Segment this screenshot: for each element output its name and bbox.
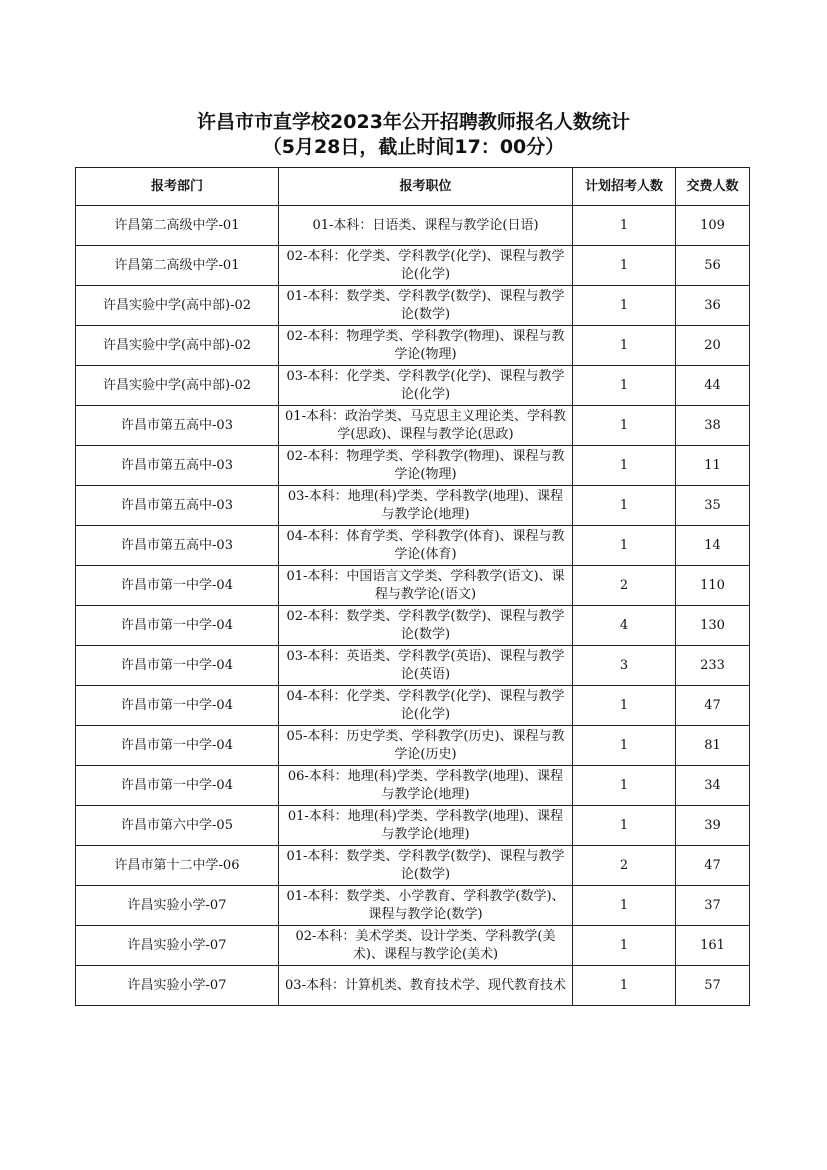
cell-paid-count: 44 — [676, 366, 750, 406]
cell-department: 许昌市第十二中学-06 — [76, 846, 279, 886]
cell-position: 01-本科：地理(科)学类、学科教学(地理)、课程与教学论(地理) — [279, 806, 573, 846]
cell-department: 许昌市第六中学-05 — [76, 806, 279, 846]
cell-department: 许昌实验小学-07 — [76, 886, 279, 926]
table-row — [76, 566, 750, 606]
cell-planned-count: 1 — [573, 726, 676, 766]
cell-paid-count: 11 — [676, 446, 750, 486]
cell-paid-count: 38 — [676, 406, 750, 446]
cell-paid-count: 20 — [676, 326, 750, 366]
cell-paid-count: 233 — [676, 646, 750, 686]
table-row — [76, 926, 750, 966]
table-row — [76, 526, 750, 566]
cell-department: 许昌市第五高中-03 — [76, 446, 279, 486]
cell-planned-count: 1 — [573, 766, 676, 806]
cell-planned-count: 1 — [573, 486, 676, 526]
cell-position: 02-本科：物理学类、学科教学(物理)、课程与教学论(物理) — [279, 446, 573, 486]
cell-planned-count: 1 — [573, 686, 676, 726]
table-row — [76, 886, 750, 926]
cell-department: 许昌市第五高中-03 — [76, 406, 279, 446]
cell-planned-count: 1 — [573, 526, 676, 566]
table-row — [76, 326, 750, 366]
cell-department: 许昌实验小学-07 — [76, 966, 279, 1006]
cell-position: 03-本科：英语类、学科教学(英语)、课程与教学论(英语) — [279, 646, 573, 686]
table-row — [76, 286, 750, 326]
table-row — [76, 766, 750, 806]
cell-position: 04-本科：化学类、学科教学(化学)、课程与教学论(化学) — [279, 686, 573, 726]
cell-department: 许昌市第一中学-04 — [76, 726, 279, 766]
table-row — [76, 686, 750, 726]
cell-paid-count: 35 — [676, 486, 750, 526]
cell-planned-count: 1 — [573, 446, 676, 486]
table-row — [76, 366, 750, 406]
page-subtitle: （5月28日，截止时间17：00分） — [262, 136, 565, 158]
cell-position: 03-本科：计算机类、教育技术学、现代教育技术 — [279, 966, 573, 1006]
cell-paid-count: 37 — [676, 886, 750, 926]
cell-department: 许昌实验中学(高中部)-02 — [76, 286, 279, 326]
registration-table — [75, 167, 750, 1006]
cell-paid-count: 130 — [676, 606, 750, 646]
cell-planned-count: 1 — [573, 366, 676, 406]
cell-paid-count: 56 — [676, 246, 750, 286]
cell-planned-count: 1 — [573, 806, 676, 846]
cell-department: 许昌第二高级中学-01 — [76, 246, 279, 286]
cell-planned-count: 1 — [573, 326, 676, 366]
cell-paid-count: 47 — [676, 846, 750, 886]
table-row — [76, 446, 750, 486]
cell-paid-count: 110 — [676, 566, 750, 606]
table-header-row — [76, 168, 750, 206]
cell-paid-count: 14 — [676, 526, 750, 566]
cell-position: 02-本科：美术学类、设计学类、学科教学(美术)、课程与教学论(美术) — [279, 926, 573, 966]
table-row — [76, 606, 750, 646]
table-row — [76, 486, 750, 526]
cell-department: 许昌第二高级中学-01 — [76, 206, 279, 246]
cell-department: 许昌市第一中学-04 — [76, 566, 279, 606]
cell-planned-count: 1 — [573, 406, 676, 446]
cell-position: 01-本科：日语类、课程与教学论(日语) — [279, 206, 573, 246]
cell-planned-count: 1 — [573, 246, 676, 286]
cell-department: 许昌市第一中学-04 — [76, 646, 279, 686]
cell-paid-count: 81 — [676, 726, 750, 766]
cell-position: 01-本科：中国语言文学类、学科教学(语文)、课程与教学论(语文) — [279, 566, 573, 606]
cell-paid-count: 161 — [676, 926, 750, 966]
table-row — [76, 406, 750, 446]
table-row — [76, 846, 750, 886]
cell-department: 许昌市第五高中-03 — [76, 526, 279, 566]
cell-paid-count: 57 — [676, 966, 750, 1006]
cell-planned-count: 1 — [573, 926, 676, 966]
cell-planned-count: 1 — [573, 206, 676, 246]
cell-position: 03-本科：化学类、学科教学(化学)、课程与教学论(化学) — [279, 366, 573, 406]
cell-department: 许昌市第一中学-04 — [76, 686, 279, 726]
cell-planned-count: 2 — [573, 566, 676, 606]
cell-position: 06-本科：地理(科)学类、学科教学(地理)、课程与教学论(地理) — [279, 766, 573, 806]
header-department: 报考部门 — [76, 168, 279, 206]
cell-position: 01-本科：数学类、小学教育、学科教学(数学)、课程与教学论(数学) — [279, 886, 573, 926]
table-row — [76, 806, 750, 846]
cell-planned-count: 4 — [573, 606, 676, 646]
cell-department: 许昌实验小学-07 — [76, 926, 279, 966]
cell-paid-count: 109 — [676, 206, 750, 246]
header-paid-count: 交费人数 — [676, 168, 750, 206]
cell-paid-count: 34 — [676, 766, 750, 806]
cell-paid-count: 36 — [676, 286, 750, 326]
cell-position: 01-本科：数学类、学科教学(数学)、课程与教学论(数学) — [279, 286, 573, 326]
cell-position: 02-本科：物理学类、学科教学(物理)、课程与教学论(物理) — [279, 326, 573, 366]
cell-position: 05-本科：历史学类、学科教学(历史)、课程与教学论(历史) — [279, 726, 573, 766]
cell-planned-count: 2 — [573, 846, 676, 886]
cell-planned-count: 1 — [573, 286, 676, 326]
cell-planned-count: 1 — [573, 886, 676, 926]
table-row — [76, 726, 750, 766]
table-row — [76, 966, 750, 1006]
cell-paid-count: 39 — [676, 806, 750, 846]
cell-department: 许昌市第一中学-04 — [76, 766, 279, 806]
cell-department: 许昌市第一中学-04 — [76, 606, 279, 646]
table-row — [76, 206, 750, 246]
cell-position: 01-本科：数学类、学科教学(数学)、课程与教学论(数学) — [279, 846, 573, 886]
page-title: 许昌市市直学校2023年公开招聘教师报名人数统计 — [197, 111, 630, 133]
table-row — [76, 246, 750, 286]
cell-department: 许昌市第五高中-03 — [76, 486, 279, 526]
cell-position: 02-本科：数学类、学科教学(数学)、课程与教学论(数学) — [279, 606, 573, 646]
header-position: 报考职位 — [279, 168, 573, 206]
cell-planned-count: 3 — [573, 646, 676, 686]
cell-planned-count: 1 — [573, 966, 676, 1006]
cell-position: 03-本科：地理(科)学类、学科教学(地理)、课程与教学论(地理) — [279, 486, 573, 526]
cell-position: 04-本科：体育学类、学科教学(体育)、课程与教学论(体育) — [279, 526, 573, 566]
cell-department: 许昌实验中学(高中部)-02 — [76, 366, 279, 406]
header-planned-count: 计划招考人数 — [573, 168, 676, 206]
cell-position: 01-本科：政治学类、马克思主义理论类、学科教学(思政)、课程与教学论(思政) — [279, 406, 573, 446]
table-row — [76, 646, 750, 686]
cell-department: 许昌实验中学(高中部)-02 — [76, 326, 279, 366]
cell-position: 02-本科：化学类、学科教学(化学)、课程与教学论(化学) — [279, 246, 573, 286]
cell-paid-count: 47 — [676, 686, 750, 726]
